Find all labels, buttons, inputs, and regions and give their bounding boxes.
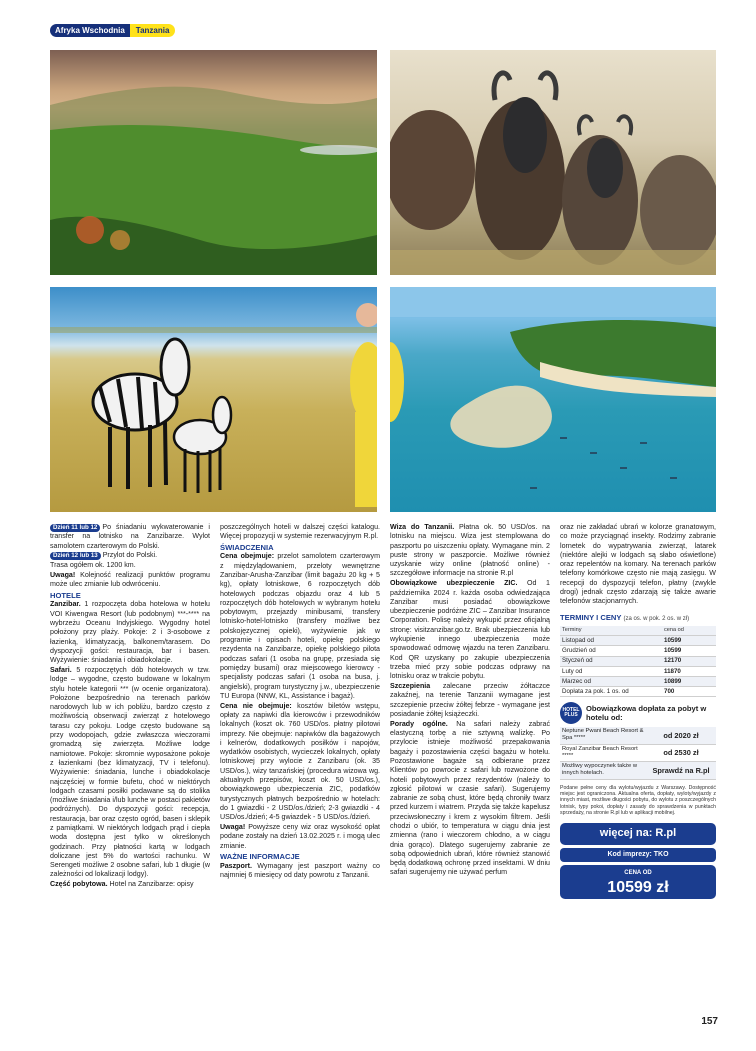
para-text: przelot samolotem czarterowym z międzylądowaniem, przeloty wewnętrzne Zanzibar-Arusha-Zanzibar (limit bagażu 20 kg + 5 kg), opłaty lotniskowe, 6 rozpoczętych dób hotelowych podczas objazdu oraz 4 lub 5 rozpoczętych dób hotelowych w wybranym hotelu pobytowym, przejazdy minibusami, transfery lotnisko-hotel-lotnisko (transfery możliwe bez polskojęzycznej opieki), wyżywienie jak w programie i opisach hoteli, opiekę polskiego rezydenta na Zanzibarze, opiekę polskiego pilota podczas safari (1 osoba na grupę, przesiada się pomiędzy busami) oraz miejscowego kierowcy - specjalisty podczas safari (1 osoba na busa, j. angielski), program turystyczny j.w., ubezpieczenie TU Europa (NNW, KL, Assistance i bagaż). [220, 552, 380, 700]
para-text: zalecane przeciw żółtaczce zakaźnej, na terenie Tanzanii wymagane jest szczepienie przeciw żółtej febrze - wymagane jest posiadanie żółtej książeczki. [390, 682, 550, 718]
terms-subtitle: (za os. w pok. 2 os. w zł) [623, 615, 690, 622]
text-column-3 [390, 523, 550, 878]
table-row [560, 744, 716, 761]
fine-print: Podane pełne ceny dla wylotu/wyjazdu z Warszawy. Dostępność miejsc jest ograniczona. Aktualna oferta, dopłaty, wyloty/wyjazdy z innych miast, możliwe długości pobytu, do wylotu z poszczególnych lotnisk, typy pokoi, dopłaty i zasady do sprawdzenia w punktach sprzedaży, na stronie R.pl lub w aplikacji mobilnej. [560, 784, 716, 817]
table-row [560, 656, 716, 666]
term-price: 10899 [662, 676, 716, 686]
terms-table [560, 626, 716, 697]
para-label: Porady ogólne. [390, 719, 448, 728]
para-text: Hotel na Zanzibarze: opisy [109, 880, 194, 889]
hotel-name: Royal Zanzibar Beach Resort ***** [560, 744, 646, 761]
price-label: CENA OD [624, 869, 652, 876]
para-text: Płatna ok. 50 USD/os. na lotnisku na miejscu. Wiza jest stemplowana do paszportu po uiszczeniu opłaty. Wymagane min. 2 puste strony w paszporcie. Możliwe również uzyskanie wizy online (płatność online) - szczegółowe informacje na stronie R.pl [390, 523, 550, 578]
para-text: kosztów biletów wstępu, opłaty za napiwki dla kierowców i przewodników lokalnych (koszt ok. 760 USD/os. płatny pilotowi imprezy. Nie obejmuje: napiwków dla bagażowych i kelnerów, dodatkowych posiłków i napojów, wydatków osobistych, wycieczek lokalnych, opłaty lotniskowej przy wylocie z Zanzibaru (ok. 35 USD/os.), wizy tanzańskiej (procedura wizowa wg. aktualnych przepisów, koszt ok. 50 USD/os.), obowiązkowego ubezpieczenia ZIC, podatków turystycznych płatnych bezpośrednio w hotelach: do 1 gwiazdki - 2 USD/os./dzień; 2-3 gwiazdki - 4 USD/os./dzień; 4-5 gwiazdek - 5 USD/os./dzień. [220, 701, 380, 822]
hotel-price: od 2530 zł [646, 744, 716, 761]
hotel-name: Możliwy wypoczynek także w innych hotelach. [560, 762, 646, 779]
table-row [560, 727, 716, 744]
term-date: Dopłata za pok. 1 os. od [560, 687, 662, 697]
term-date: Grudzień od [560, 646, 662, 656]
para-text: poszczególnych hoteli w dalszej części katalogu. Więcej propozycji w systemie rezerwacyjnym R.pl. [220, 523, 380, 541]
day-text: Po śniadaniu wykwaterowanie i transfer na lotnisko na Zanzibarze. Wylot samolotem czarterowym do Polski. [50, 523, 210, 550]
term-date: Styczeń od [560, 656, 662, 666]
beach-photo [390, 287, 716, 512]
more-info-button[interactable]: więcej na: R.pl [560, 823, 716, 845]
route-length: Trasa ogółem ok. 1200 km. [50, 561, 136, 570]
day-badge: Dzień 12 lub 13 [50, 552, 101, 560]
terms-title-text: TERMINY I CENY [560, 612, 622, 622]
term-price: 11870 [662, 666, 716, 676]
hotel-surcharge-header [560, 702, 716, 724]
table-header [560, 626, 716, 636]
hotel-price: Sprawdź na R.pl [646, 762, 716, 779]
para-label: Uwaga! [220, 823, 246, 831]
para-label: Cena obejmuje: [220, 552, 275, 561]
page-number: 157 [701, 1016, 718, 1027]
country-tag: Tanzania [130, 24, 176, 37]
day-badge: Dzień 11 lub 12 [50, 524, 100, 532]
para-text: 5 rozpoczętych dób hotelowych w tzw. lodge – wygodne, często budowane w lokalnym stylu hotele kategorii *** (w ocenie organizatora). Położone bezpośrednio na terenach parków narodowych lub w ich pobliżu, bardzo często z możliwością obserwacji zwierząt z hotelowego tarasu czy pokoju. Lodge często budowane są przy wodopojach, gdzie zwłaszcza wieczorami gromadzą się zwierzęta. Możliwe lodge namiotowe. Pokoje: skromnie wyposażone pokoje z łazienkami (bez klimatyzacji, TV i telefonu). Wyżywienie: śniadania, lunche i obiadokolacje najczęściej w formie bufetu, choć w niektórych lodgach czasami posiłki podawane są do stolika (możliwe śniadania i/lub lunche w postaci pakietów podróżnych). Do dyspozycji gości: recepcja, restauracja, bar oraz często ogród, basen i sklepik z pamiątkami. W niektórych lodgach prąd i ciepła woda dostępna jest tylko w określonych godzinach. Przy płatności kartą w lodgach doliczane jest 5% do wartości rachunku. W Serengeti możliwe 2 osobne safari, lub 1 długie (w zależności od lokalizacji lodgy). [50, 665, 210, 879]
table-row [560, 762, 716, 779]
term-price: 10599 [662, 646, 716, 656]
crater-photo [50, 50, 377, 275]
para-text: 1 rozpoczęta doba hotelowa w hotelu VOI Kiwengwa Resort (lub podobnym) ***-**** na wybrzeżu Oceanu Indyjskiego. Wygodny hotel położony przy plaży. Pokoje: 2 i 3-osobowe z łazienką, klimatyzacją, balkonem/tarasem. Do dyspozycji gości: restauracja, bar i basen. Wyżywienie: śniadania i obiadokolacje. [50, 600, 210, 665]
para-label: Paszport. [220, 861, 252, 870]
terms-title [560, 613, 716, 624]
day-text: Przylot do Polski. [102, 551, 158, 560]
table-row [560, 636, 716, 646]
term-price: 700 [662, 687, 716, 697]
hotel-surcharge-table [560, 727, 716, 779]
column-header: cena od [662, 626, 716, 636]
hotel-plus-badge: HOTEL PLUS [560, 702, 582, 724]
table-row [560, 666, 716, 676]
section-heading: WAŻNE INFORMACJE [220, 851, 300, 861]
term-price: 10599 [662, 636, 716, 646]
zebra-photo [50, 287, 377, 512]
text-column-4 [560, 523, 716, 899]
term-date: Marzec od [560, 676, 662, 686]
para-text: oraz nie zakładać ubrań w kolorze granatowym, co może przyciągnąć insekty. Rodzimy zabranie lornetek do wypatrywania zwierząt, latarek (niektóre alejki w lodgach są słabo oświetlone) oraz repelentów na komary. Na terenach parków telefony komórkowe często nie mają zasięgu. W recepcji do dyspozycji telefon, płatny (zwykle drogi) jednak często zdarzają się także awarie telefonów stacjonarnych. [560, 523, 716, 606]
para-text: Wymagany jest paszport ważny co najmniej 6 miesięcy od daty powrotu z Tanzanii. [220, 861, 380, 879]
hotel-surcharge-title: Obowiązkowa dopłata za pobyt w hotelu od: [586, 704, 707, 723]
note-label: Uwaga! [50, 570, 76, 579]
text-column-1 [50, 523, 210, 890]
table-row [560, 646, 716, 656]
para-label: Safari. [50, 665, 72, 674]
table-row [560, 676, 716, 686]
para-label: Obowiązkowe ubezpieczenie ZIC. [390, 579, 518, 588]
text-column-2 [220, 523, 380, 881]
para-label: Wiza do Tanzanii. [390, 523, 455, 531]
para-label: Część pobytowa. [50, 880, 108, 889]
column-header: Terminy [560, 626, 662, 636]
price-value: 10599 zł [607, 878, 669, 896]
para-label: Szczepienia [390, 682, 431, 691]
price-box [560, 865, 716, 899]
note-text: Kolejność realizacji punktów programu może ulec zmianie lub odwróceniu. [50, 570, 210, 589]
para-text: Powyższe ceny wiz oraz wysokość opłat podane zostały na dzień 13.02.2025 r. i mogą ulec zmianie. [220, 823, 380, 850]
section-heading: ŚWIADCZENIA [220, 542, 274, 552]
para-text: Od 1 października 2024 r. każda osoba odwiedzająca Zanzibar musi posiadać obowiązkowe ubezpieczenie podróżne ZIC – Zanzibar Insurance Corporation. Polisę należy wykupić przez oficjalną stronę: visitzanzibar.go.tz. Brak ubezpieczenia lub wykupienie innego ubezpieczenia może spowodować odmowę wjazdu na teren Zanzibaru. Kod QR uzyskany po zakupie ubezpieczenia trzeba mieć przy sobie podczas odprawy na lotnisku oraz w trakcie pobytu. [390, 579, 550, 681]
para-text: Na safari należy zabrać elastyczną torbę a nie sztywną walizkę. Po przylocie istnieje możliwość przepakowania bagaży i pozostawienia części bagażu w hotelu. Pozostawione bagaże są odbierane przez Klientów po powrocie z safari lub rozwożone do hoteli pobytowych przez rezydentów (należy to zgłosić pilotowi w czasie safari). Sugerujemy zabranie ze sobą chust, które będą chroniły twarz przed kurzem i wiatrem. Przyda się także kapelusz przeciwsłoneczny i krem z wysokim filtrem. Jeśli chodzi o ubiór, to temperatura w ciągu dnia jest zmienna (rano i wieczorem chłodno, a w ciągu dnia gorąco). Dlatego sugerujemy zabranie ze sobą odpowiednich ubrań, które również stanowić będą dodatkową ochronę przed insektami. W dniu safari sugerujemy nie używać perfum [390, 719, 550, 877]
hotel-price: od 2020 zł [646, 727, 716, 744]
breadcrumb [50, 24, 175, 37]
tour-code-badge: Kod imprezy: TKO [560, 848, 716, 862]
hotel-name: Neptune Pwani Beach Resort & Spa ***** [560, 727, 646, 744]
para-label: Cena nie obejmuje: [220, 701, 292, 710]
wildebeest-photo [390, 50, 716, 275]
term-date: Luty od [560, 666, 662, 676]
section-heading: HOTELE [50, 590, 81, 600]
table-row [560, 687, 716, 697]
para-label: Zanzibar. [50, 600, 81, 609]
term-date: Listopad od [560, 636, 662, 646]
region-tag: Afryka Wschodnia [50, 24, 130, 37]
term-price: 12170 [662, 656, 716, 666]
